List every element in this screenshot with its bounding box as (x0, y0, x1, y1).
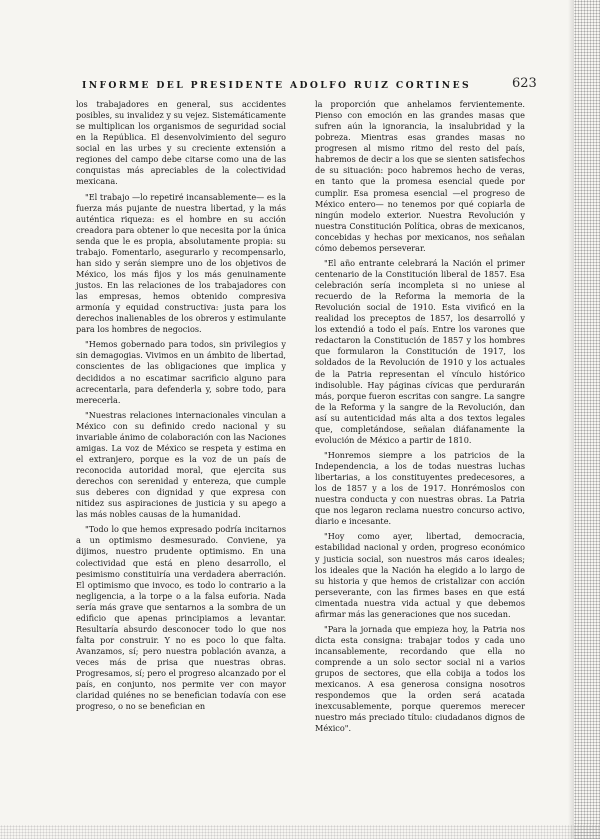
paragraph: "El año entrante celebrará la Nación el primer centenario de la Constitución liberal de 1857. Esa celebración sería incompleta si no uniese al recuerdo de la Reforma la memoria de la Revolución social de 1910. Esta vivificó en la realidad los preceptos de 1857, los desarrolló y los extendió a todo el país. Entre los varones que redactaron la Constitución de 1857 y los hombres que formularon la Constitución de 1917, los soldados de la Revolución de 1910 y los actuales de la Patria representan el vínculo histórico indisoluble. Hay páginas cívicas que perdurarán más, porque fueron escritas con sangre. La sangre de la Reforma y la sangre de la Revolución, dan así su autenticidad más alta a dos textos legales que, completándose, señalan diáfanamente la evolución de México a partir de 1810. (315, 257, 525, 445)
scan-bottom-edge (0, 825, 600, 839)
paragraph: "Honremos siempre a los patricios de la Independencia, a los de todas nuestras luchas libertarias, a los constituyentes predecesores, a los de 1857 y a los de 1917. Honrémoslos con nuestra conducta y con nuestras obras. La Patria que nos legaron reclama nuestro concurso activo, diario e incesante. (315, 449, 525, 527)
paragraph: los trabajadores en general, sus accidentes posibles, su invalidez y su vejez. Sistemáticamente se multiplican los organismos de seguridad social en la República. El desenvolvimiento del seguro social en las urbes y su creciente extensión a regiones del campo debe citarse como una de las conquistas más apreciables de la colectividad mexicana. (76, 99, 286, 187)
paragraph: "Hoy como ayer, libertad, democracia, estabilidad nacional y orden, progreso económico y justicia social, son nuestros más caros ideales; los ideales que la Nación ha elegido a lo largo de su historia y que hemos de cristalizar con acción perseverante, con las firmes bases en que está cimentada nuestra vida actual y que debemos afirmar más las generaciones que nos sucedan. (315, 531, 525, 619)
right-column (315, 99, 525, 739)
running-title: INFORME DEL PRESIDENTE ADOLFO RUIZ CORTINES (82, 80, 472, 91)
paragraph: "El trabajo —lo repetiré incansablemente— es la fuerza más pujante de nuestra libertad, y la más auténtica riqueza: es el hombre en su acción creadora para obtener lo que necesita por la única senda que le es propia, absolutamente propia: su trabajo. Fomentarlo, asegurarlo y recompensarlo, han sido y serán siempre uno de los objetivos de México, los más fijos y los más genuinamente justos. En las relaciones de los trabajadores con las empresas, hemos obtenido compresiva armonía y equidad constructiva: justa para los derechos inalienables de los obreros y estimulante para los hombres de negocios. (76, 191, 286, 335)
scan-edge (574, 0, 600, 839)
running-header (82, 80, 542, 91)
paragraph: "Todo lo que hemos expresado podría incitarnos a un optimismo desmesurado. Conviene, ya dijimos, nuestro prudente optimismo. En una colectividad que está en pleno desarrollo, el pesimismo constituiría una verdadera aberración. El optimismo que invoco, es todo lo contrario a la negligencia, a la torpe o a la falsa euforia. Nada sería más grave que sentarnos a la sombra de un edificio que apenas principiamos a levantar. Resultaría absurdo desconocer todo lo que nos falta por construir. Y no es poco lo que falta. Avanzamos, sí; pero nuestra población avanza, a veces más de prisa que nuestras obras. Progresamos, sí; pero el progreso alcanzado por el país, en conjunto, nos permite ver con mayor claridad quiénes no se benefician todavía con ese progreso, o no se benefician en (76, 524, 286, 712)
paragraph: "Nuestras relaciones internacionales vinculan a México con su definido credo nacional y su invariable ánimo de colaboración con las Naciones amigas. La voz de México se respeta y estima en el extranjero, porque es la voz de un país de reconocida autoridad moral, que ejercita sus derechos con serenidad y entereza, que cumple sus deberes con dignidad y que expresa con nitidez sus aspiraciones de justicia y su apego a las más nobles causas de la humanidad. (76, 409, 286, 520)
paragraph: la proporción que anhelamos fervientemente. Pienso con emoción en las grandes masas que sufren aún la ignorancia, la insalubridad y la pobreza. Mientras esas grandes masas no progresen al mismo ritmo del resto del país, habremos de decir a los que se sienten satisfechos de su situación: poco habremos hecho de veras, en tanto que la promesa esencial quede por cumplir. Esa promesa esencial —el progreso de México entero— no tenemos por qué copiarla de ningún modelo exterior. Nuestra Revolución y nuestra Constitución Política, obras de mexicanos, concebidas y hechas por mexicanos, nos señalan cómo debemos perseverar. (315, 99, 525, 253)
page-number: 623 (512, 76, 537, 91)
left-column (76, 99, 286, 716)
paragraph: "Para la jornada que empieza hoy, la Patria nos dicta esta consigna: trabajar todos y cada uno incansablemente, recordando que ella no comprende a un solo sector social ni a varios grupos de sectores, que ella cobija a todos los mexicanos. A esa generosa consigna nosotros respondemos que la orden será acatada inexcusablemente, porque queremos merecer nuestro más preciado título: ciudadanos dignos de México". (315, 623, 525, 734)
paragraph: "Hemos gobernado para todos, sin privilegios y sin demagogias. Vivimos en un ámbito de libertad, conscientes de las obligaciones que implica y decididos a no escatimar sacrificio alguno para acrecentarla, para defenderla y, sobre todo, para merecerla. (76, 339, 286, 405)
